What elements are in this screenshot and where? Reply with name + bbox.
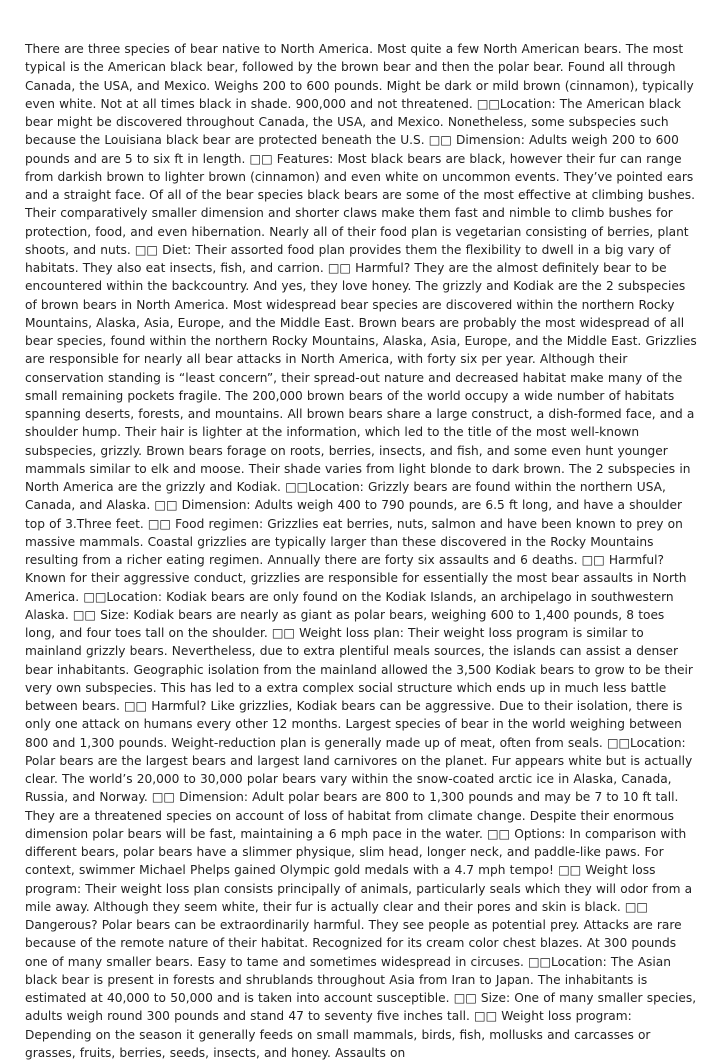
document-page <box>25 40 698 1060</box>
body-paragraph: There are three species of bear native to North America. Most quite a few North American bears. The most typical is the American black bear, followed by the brown bear and then the polar bear. Found all through Canada, the USA, and Mexico. Weighs 200 to 600 pounds. Might be dark or mild brown (cinnamon), typically even white. Not at all times black in shade. 900,000 and not threatened. □□Location: The American black bear might be discovered throughout Canada, the USA, and Mexico. Nonetheless, some subspecies such because the Louisiana black bear are protected beneath the U.S. □□ Dimension: Adults weigh 200 to 600 pounds and are 5 to six ft in length. □□ Features: Most black bears are black, however their fur can range from darkish brown to lighter brown (cinnamon) and even white on uncommon events. They’ve pointed ears and a straight face. Of all of the bear species black bears are some of the most effective at climbing bushes. Their comparatively smaller dimension and shorter claws make them fast and nimble to climb bushes for protection, food, and even hibernation. Nearly all of their food plan is vegetarian consisting of berries, plant shoots, and nuts. □□ Diet: Their assorted food plan provides them the flexibility to dwell in a big vary of habitats. They also eat insects, fish, and carrion. □□ Harmful? They are the almost definitely bear to be encountered within the backcountry. And yes, they love honey. The grizzly and Kodiak are the 2 subspecies of brown bears in North America. Most widespread bear species are discovered within the northern Rocky Mountains, Alaska, Asia, Europe, and the Middle East. Brown bears are probably the most widespread of all bear species, found within the northern Rocky Mountains, Alaska, Asia, Europe, and the Middle East. Grizzlies are responsible for nearly all bear attacks in North America, with forty six per year. Although their conservation standing is “least concern”, their spread-out nature and decreased habitat make many of the small remaining pockets fragile. The 200,000 brown bears of the world occupy a wide number of habitats spanning deserts, forests, and mountains. All brown bears share a large construct, a dish-formed face, and a shoulder hump. Their hair is lighter at the information, which led to the title of the most well-known subspecies, grizzly. Brown bears forage on roots, berries, insects, and fish, and some even hunt younger mammals similar to elk and moose. Their shade varies from light blonde to dark brown. The 2 subspecies in North America are the grizzly and Kodiak. □□Location: Grizzly bears are found within the northern USA, Canada, and Alaska. □□ Dimension: Adults weigh 400 to 790 pounds, are 6.5 ft long, and have a shoulder top of 3.Three feet. □□ Food regimen: Grizzlies eat berries, nuts, salmon and have been known to prey on massive mammals. Coastal grizzlies are typically larger than these discovered in the Rocky Mountains resulting from a richer eating regimen. Annually there are forty six assaults and 6 deaths. □□ Harmful? Known for their aggressive conduct, grizzlies are responsible for essentially the most bear assaults in North America. □□Location: Kodiak bears are only found on the Kodiak Islands, an archipelago in southwestern Alaska. □□ Size: Kodiak bears are nearly as giant as polar bears, weighing 600 to 1,400 pounds, 8 toes long, and four toes tall on the shoulder. □□ Weight loss plan: Their weight loss program is similar to mainland grizzly bears. Nevertheless, due to extra plentiful meals sources, the islands can assist a denser bear inhabitants. Geographic isolation from the mainland allowed the 3,500 Kodiak bears to grow to be their very own subspecies. This has led to a extra complex social structure which ends up in much less battle between bears. □□ Harmful? Like grizzlies, Kodiak bears can be aggressive. Due to their isolation, there is only one attack on humans every other 12 months. Largest species of bear in the world weighing between 800 and 1,300 pounds. Weight-reduction plan is generally made up of meat, often from seals. □□Location: Polar bears are the largest bears and largest land carnivores on the planet. Fur appears white but is actually clear. The world’s 20,000 to 30,000 polar bears vary within the snow-coated arctic ice in Alaska, Canada, Russia, and Norway. □□ Dimension: Adult polar bears are 800 to 1,300 pounds and may be 7 to 10 ft tall. They are a threatened species on account of loss of habitat from climate change. Despite their enormous dimension polar bears will be fast, maintaining a 6 mph pace in the water. □□ Options: In comparison with different bears, polar bears have a slimmer physique, slim head, longer neck, and paddle-like paws. For context, swimmer Michael Phelps gained Olympic gold medals with a 4.7 mph tempo! □□ Weight loss program: Their weight loss plan consists principally of animals, particularly seals which they will odor from a mile away. Although they seem white, their fur is actually clear and their pores and skin is black. □□ Dangerous? Polar bears can be extraordinarily harmful. They see people as potential prey. Attacks are rare because of the remote nature of their habitat. Recognized for its cream color chest blazes. At 300 pounds one of many smaller bears. Easy to tame and sometimes widespread in circuses. □□Location: The Asian black bear is present in forests and shrublands throughout Asia from Iran to Japan. The inhabitants is estimated at 40,000 to 50,000 and is taken into account susceptible. □□ Size: One of many smaller species, adults weigh round 300 pounds and stand 47 to seventy five inches tall. □□ Weight loss program: Depending on the season it generally feeds on small mammals, birds, fish, mollusks and carcasses or grasses, fruits, berries, seeds, insects, and honey. Assaults on <box>25 42 697 1060</box>
